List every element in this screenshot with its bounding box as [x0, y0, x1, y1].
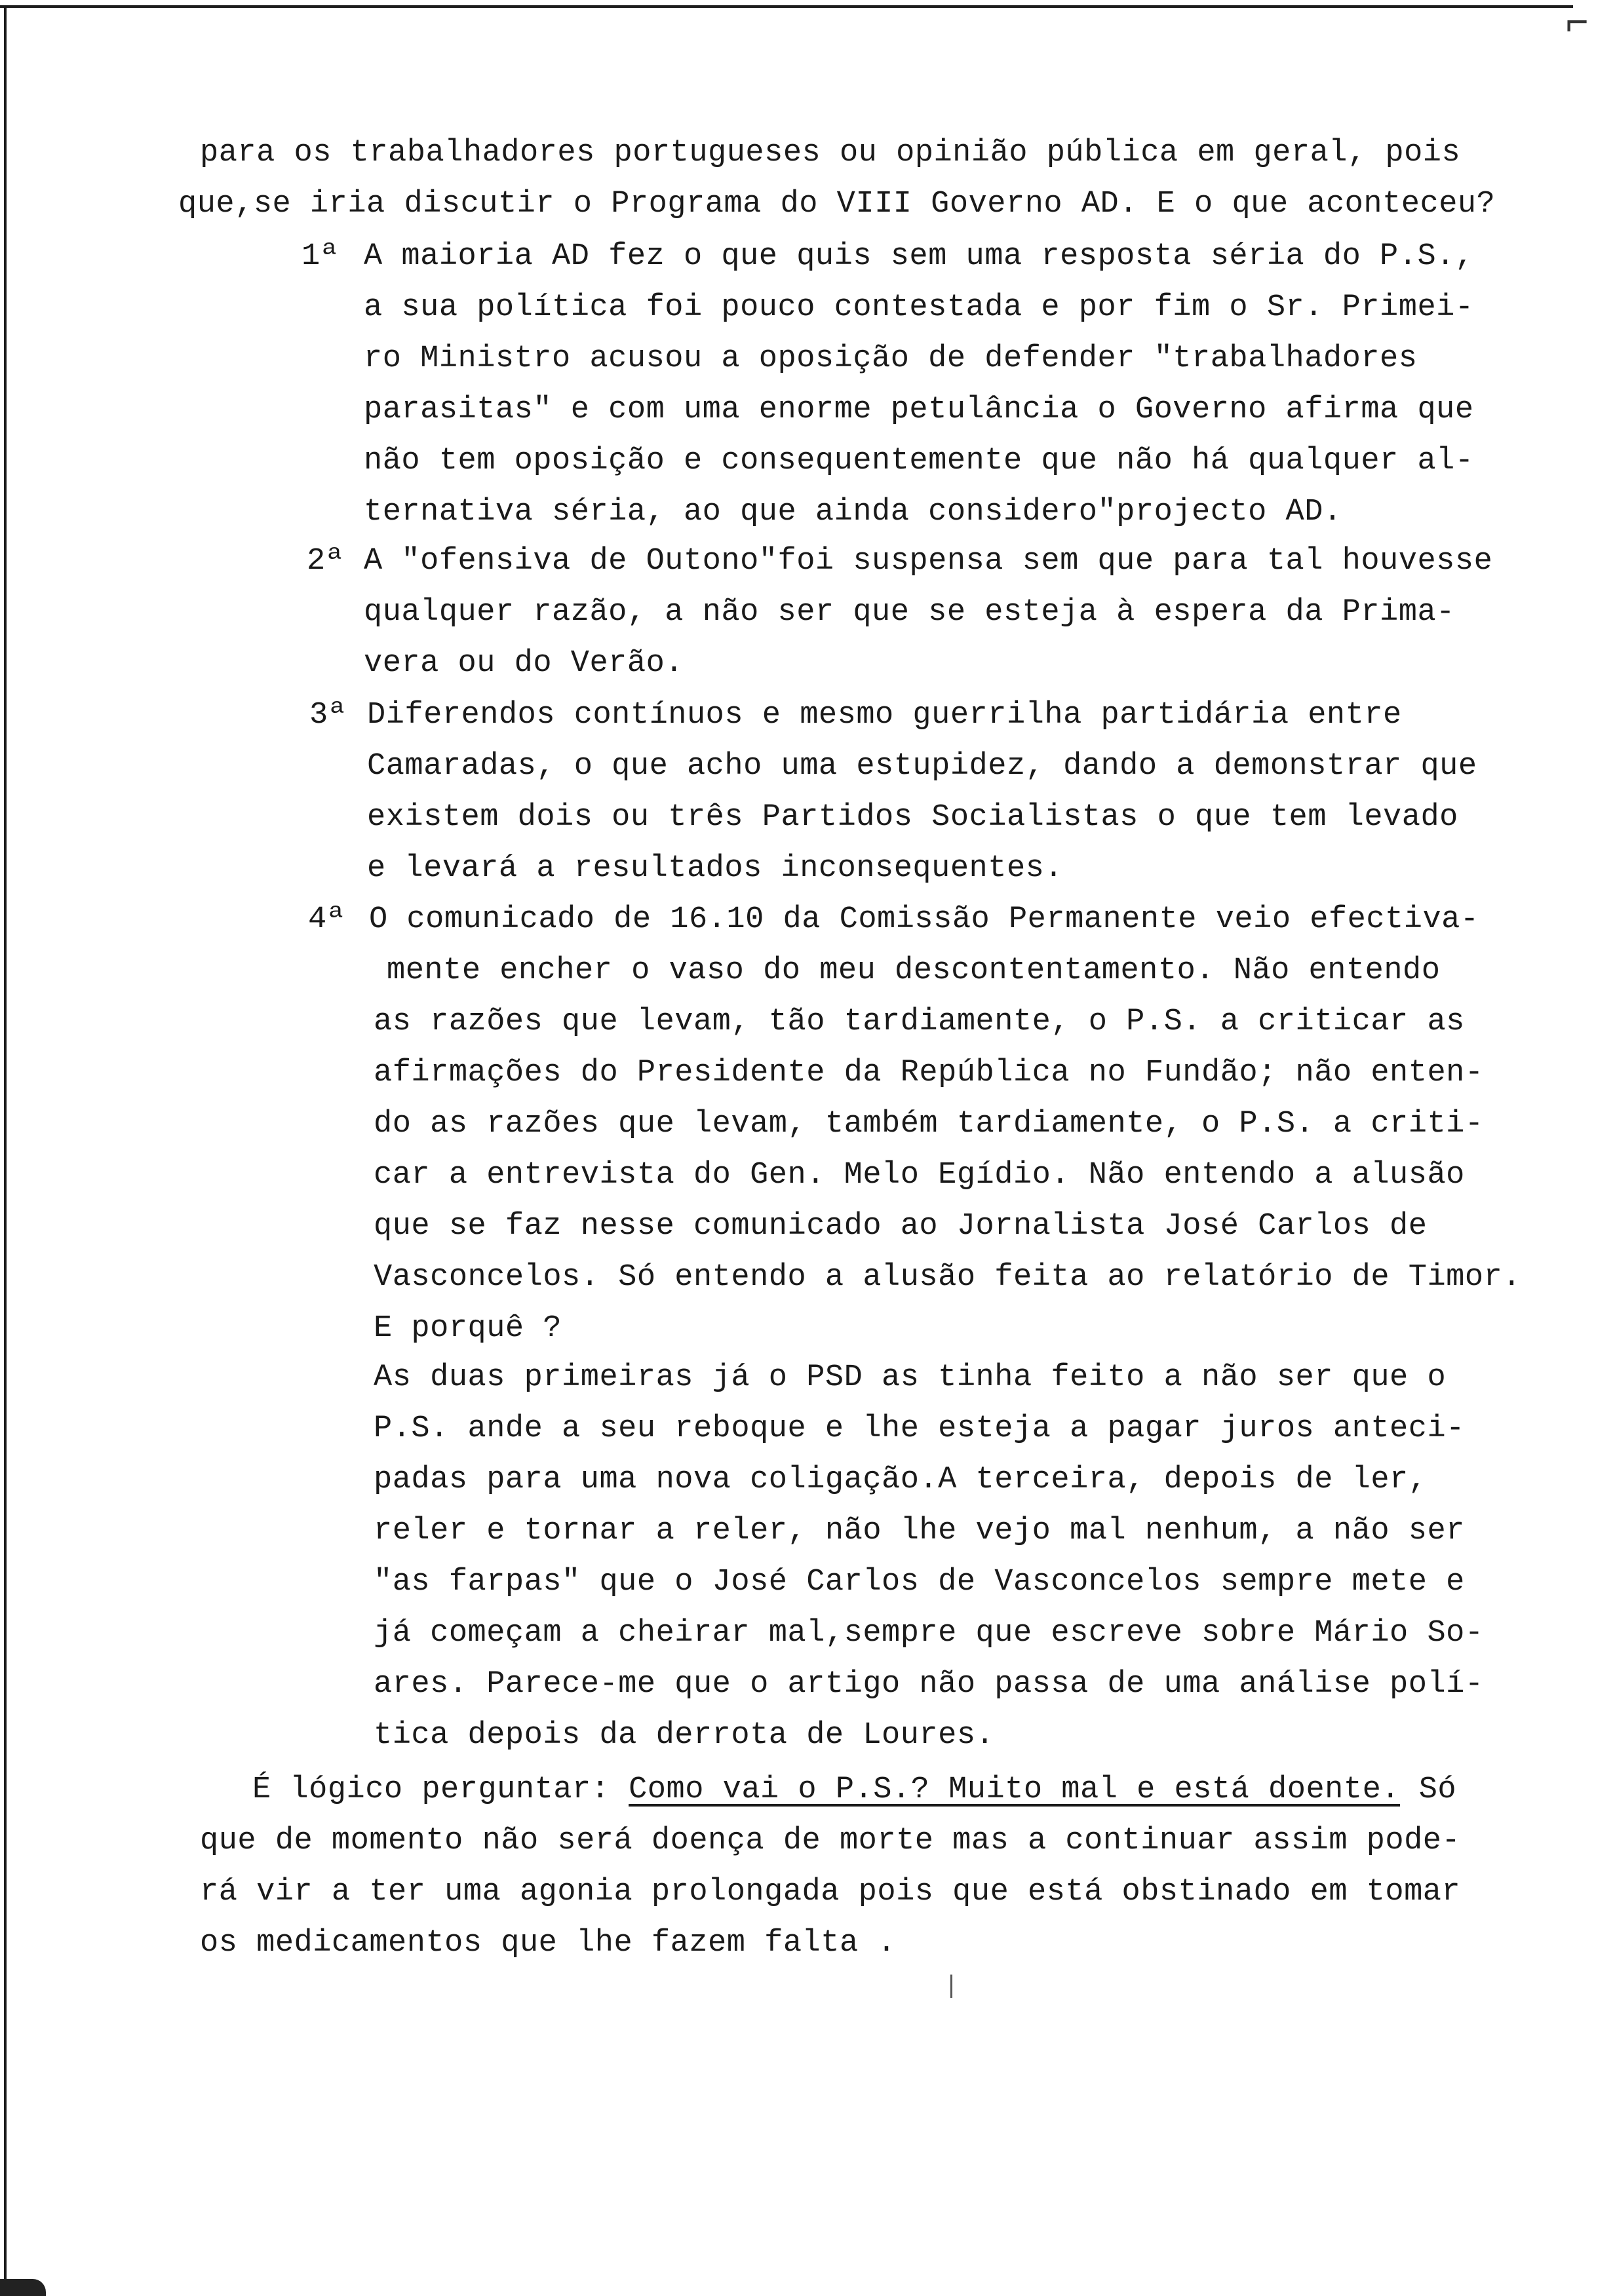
intro-line-1: para os trabalhadores portugueses ou opinião pública em geral, pois — [200, 136, 1461, 170]
item-4-line-4: afirmações do Presidente da República no Fundão; não enten- — [374, 1056, 1484, 1090]
conclusion-tail: Só — [1399, 1772, 1457, 1807]
item-3-line-2: Camaradas, o que acho uma estupidez, dando a demonstrar que — [367, 749, 1477, 784]
item-number: 4ª — [308, 902, 346, 937]
item-4-line-2: mente encher o vaso do meu descontentamento. Não entendo — [387, 953, 1441, 988]
intro-line-2: que,se iria discutir o Programa do VIII Governo AD. E o que aconteceu? — [178, 187, 1496, 221]
stray-mark: | — [944, 1972, 959, 2000]
item-4-line-3: as razões que levam, tão tardiamente, o P.S. a criticar as — [374, 1004, 1465, 1039]
item-4-line-1: O comunicado de 16.10 da Comissão Permanente veio efectiva- — [369, 902, 1479, 937]
item-number: 1ª — [302, 239, 340, 274]
item-4-line-7: que se faz nesse comunicado ao Jornalista José Carlos de — [374, 1209, 1428, 1244]
item-4-line-9: E porquê ? — [374, 1311, 562, 1346]
conclusion-line-4: os medicamentos que lhe fazem falta . — [200, 1926, 897, 1961]
item-2-line-2: qualquer razão, a não ser que se esteja à espera da Prima- — [364, 595, 1455, 630]
item-3-line-3: existem dois ou três Partidos Socialistas o que tem levado — [367, 800, 1458, 835]
item-1-line-3: ro Ministro acusou a oposição de defender "trabalhadores — [364, 341, 1418, 376]
item-4-line-6: car a entrevista do Gen. Melo Egídio. Não entendo a alusão — [374, 1158, 1465, 1193]
bottom-smudge — [0, 2279, 46, 2296]
item-2-line-3: vera ou do Verão. — [364, 646, 684, 681]
item-1-line-1: A maioria AD fez o que quis sem uma resposta séria do P.S., — [364, 239, 1474, 274]
item-number: 2ª — [307, 544, 345, 579]
item-4-line-16: ares. Parece-me que o artigo não passa de uma análise polí- — [374, 1667, 1484, 1702]
item-1-line-4: parasitas" e com uma enorme petulância o Governo afirma que — [364, 392, 1474, 427]
item-4-line-11: P.S. ande a seu reboque e lhe esteja a pagar juros anteci- — [374, 1411, 1465, 1446]
item-1-line-6: ternativa séria, ao que ainda considero"projecto AD. — [364, 495, 1342, 529]
item-4-line-17: tica depois da derrota de Loures. — [374, 1718, 995, 1753]
item-3-line-1: Diferendos contínuos e mesmo guerrilha partidária entre — [367, 698, 1402, 733]
item-4-line-10: As duas primeiras já o PSD as tinha feito a não ser que o — [374, 1360, 1447, 1395]
conclusion-lead: É lógico perguntar: — [252, 1772, 629, 1807]
item-4-line-8: Vasconcelos. Só entendo a alusão feita ao relatório de Timor. — [374, 1260, 1521, 1295]
item-1-line-2: a sua política foi pouco contestada e por fim o Sr. Primei- — [364, 290, 1474, 325]
conclusion-line-3: rá vir a ter uma agonia prolongada pois que está obstinado em tomar — [200, 1875, 1461, 1909]
item-4-line-14: "as farpas" que o José Carlos de Vasconcelos sempre mete e — [374, 1565, 1465, 1599]
item-2-line-1: A "ofensiva de Outono"foi suspensa sem que para tal houvesse — [364, 544, 1493, 579]
item-4-line-12: padas para uma nova coligação.A terceira, depois de ler, — [374, 1463, 1428, 1497]
item-4-line-15: já começam a cheirar mal,sempre que escreve sobre Mário So- — [374, 1616, 1484, 1651]
item-3-line-4: e levará a resultados inconsequentes. — [367, 851, 1064, 886]
corner-mark: ⌐ — [1565, 3, 1589, 47]
item-4-line-13: reler e tornar a reler, não lhe vejo mal nenhum, a não ser — [374, 1514, 1465, 1548]
conclusion-line-1 — [252, 1765, 1456, 1816]
item-4-line-5: do as razões que levam, também tardiamente, o P.S. a criti- — [374, 1107, 1484, 1141]
page-border-left — [4, 5, 7, 2296]
item-1-line-5: não tem oposição e consequentemente que não há qualquer al- — [364, 444, 1474, 478]
item-number: 3ª — [309, 698, 347, 733]
page-border-top — [0, 5, 1573, 8]
conclusion-line-2: que de momento não será doença de morte mas a continuar assim pode- — [200, 1824, 1461, 1858]
underlined-question: Como vai o P.S.? Muito mal e está doente. — [629, 1772, 1400, 1807]
